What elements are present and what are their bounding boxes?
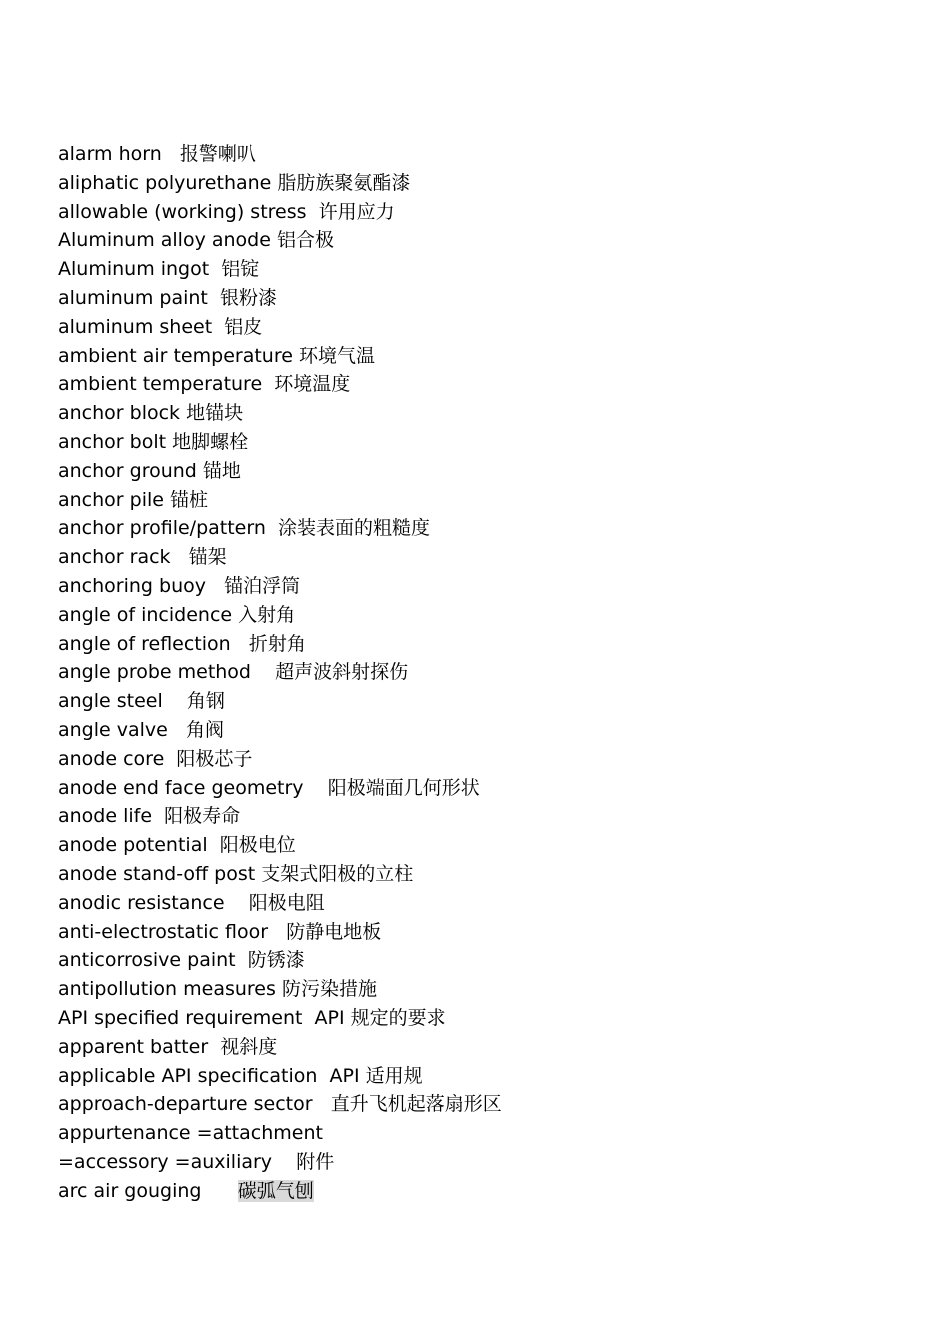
glossary-entry bbox=[58, 486, 502, 515]
entry-translation: 阳极电阻 bbox=[248, 891, 325, 914]
entry-translation: 超声波斜射探伤 bbox=[275, 661, 409, 684]
entry-term: anodic resistance bbox=[58, 891, 249, 914]
entry-translation: 折射角 bbox=[248, 632, 306, 655]
glossary-entry bbox=[58, 1119, 502, 1148]
glossary-entry bbox=[58, 745, 502, 774]
entry-term: =accessory =auxiliary bbox=[58, 1150, 297, 1173]
glossary-entry bbox=[58, 658, 502, 687]
entry-term: anchor block bbox=[58, 402, 187, 425]
entry-term: anchor pile bbox=[58, 488, 170, 511]
entry-term: angle probe method bbox=[58, 661, 276, 684]
entry-translation: 视斜度 bbox=[220, 1035, 278, 1058]
entry-translation: 阳极芯子 bbox=[176, 747, 253, 770]
entry-term: ambient temperature bbox=[58, 373, 275, 396]
glossary-entry bbox=[58, 284, 502, 313]
entry-term: anchoring buoy bbox=[58, 574, 225, 597]
entry-term: appurtenance =attachment bbox=[58, 1122, 323, 1145]
glossary-entry bbox=[58, 198, 502, 227]
entry-translation: API 适用规 bbox=[329, 1064, 423, 1087]
glossary-entry bbox=[58, 140, 502, 169]
entry-term: aluminum sheet bbox=[58, 315, 225, 338]
glossary-entry bbox=[58, 889, 502, 918]
glossary-entry bbox=[58, 1177, 502, 1206]
entry-translation: 阳极寿命 bbox=[164, 805, 241, 828]
entry-translation: 锚泊浮筒 bbox=[224, 574, 301, 597]
entry-term: angle steel bbox=[58, 690, 187, 713]
glossary-entry bbox=[58, 255, 502, 284]
entry-term: approach-departure sector bbox=[58, 1093, 331, 1116]
glossary-entry bbox=[58, 313, 502, 342]
entry-translation: 防锈漆 bbox=[247, 949, 305, 972]
entry-translation: 铝合极 bbox=[276, 229, 334, 252]
glossary-entry bbox=[58, 457, 502, 486]
glossary-entry bbox=[58, 370, 502, 399]
glossary-entry bbox=[58, 802, 502, 831]
entry-term: angle valve bbox=[58, 718, 186, 741]
entry-translation: 锚架 bbox=[188, 546, 227, 569]
entry-translation: 附件 bbox=[296, 1150, 335, 1173]
entry-translation: 许用应力 bbox=[318, 200, 395, 223]
entry-term: anode potential bbox=[58, 834, 220, 857]
glossary-entry bbox=[58, 572, 502, 601]
entry-translation: 防静电地板 bbox=[286, 920, 382, 943]
entry-translation: 阳极端面几何形状 bbox=[327, 776, 480, 799]
glossary-entry bbox=[58, 860, 502, 889]
glossary-entry bbox=[58, 1090, 502, 1119]
glossary-entry bbox=[58, 399, 502, 428]
glossary-entry bbox=[58, 226, 502, 255]
entry-term: aluminum paint bbox=[58, 286, 220, 309]
entry-translation: 地锚块 bbox=[186, 402, 244, 425]
entry-translation: 铝皮 bbox=[224, 315, 263, 338]
entry-translation: API 规定的要求 bbox=[314, 1006, 446, 1029]
entry-term: antipollution measures bbox=[58, 978, 282, 1001]
entry-term: anticorrosive paint bbox=[58, 949, 248, 972]
entry-translation: 地脚螺栓 bbox=[172, 430, 249, 453]
entry-translation: 环境温度 bbox=[274, 373, 351, 396]
entry-term: allowable (working) stress bbox=[58, 200, 319, 223]
entry-term: anode core bbox=[58, 747, 177, 770]
glossary-entry bbox=[58, 1148, 502, 1177]
glossary-entry bbox=[58, 975, 502, 1004]
glossary-entry bbox=[58, 514, 502, 543]
entry-translation: 直升飞机起落扇形区 bbox=[330, 1093, 502, 1116]
glossary-entry bbox=[58, 1062, 502, 1091]
entry-term: apparent batter bbox=[58, 1035, 221, 1058]
entry-term: anchor bolt bbox=[58, 430, 173, 453]
entry-term: ambient air temperature bbox=[58, 344, 299, 367]
entry-translation: 环境气温 bbox=[298, 344, 375, 367]
entry-term: applicable API specification bbox=[58, 1064, 330, 1087]
entry-translation: 锚桩 bbox=[170, 488, 209, 511]
entry-term: arc air gouging bbox=[58, 1179, 238, 1202]
entry-term: alarm horn bbox=[58, 143, 180, 165]
glossary-entry bbox=[58, 543, 502, 572]
glossary-entry bbox=[58, 428, 502, 457]
glossary-entry bbox=[58, 774, 502, 803]
entry-term: anchor profile/pattern bbox=[58, 517, 278, 540]
glossary-entry bbox=[58, 630, 502, 659]
glossary-entry bbox=[58, 716, 502, 745]
glossary-list bbox=[58, 140, 502, 1205]
entry-translation: 报警喇叭 bbox=[179, 143, 256, 165]
glossary-entry bbox=[58, 918, 502, 947]
entry-term: aliphatic polyurethane bbox=[58, 171, 278, 194]
glossary-entry bbox=[58, 687, 502, 716]
glossary-entry bbox=[58, 342, 502, 371]
glossary-entry bbox=[58, 601, 502, 630]
glossary-entry bbox=[58, 1004, 502, 1033]
entry-term: anode end face geometry bbox=[58, 776, 328, 799]
entry-term: anode stand-off post bbox=[58, 862, 262, 885]
entry-term: anti-electrostatic floor bbox=[58, 920, 287, 943]
entry-translation: 角阀 bbox=[185, 718, 224, 741]
entry-term: angle of reflection bbox=[58, 632, 249, 655]
glossary-entry bbox=[58, 1033, 502, 1062]
entry-term: Aluminum alloy anode bbox=[58, 229, 277, 252]
glossary-entry bbox=[58, 831, 502, 860]
glossary-entry bbox=[58, 946, 502, 975]
entry-translation: 阳极电位 bbox=[219, 834, 296, 857]
entry-term: angle of incidence bbox=[58, 603, 239, 626]
entry-translation: 脂肪族聚氨酯漆 bbox=[277, 171, 411, 194]
entry-translation: 支架式阳极的立柱 bbox=[261, 862, 414, 885]
entry-term: anchor ground bbox=[58, 459, 203, 482]
entry-translation: 防污染措施 bbox=[281, 978, 377, 1001]
glossary-entry bbox=[58, 169, 502, 198]
entry-term: API specified requirement bbox=[58, 1006, 315, 1029]
entry-term: anchor rack bbox=[58, 546, 189, 569]
entry-translation: 铝锭 bbox=[221, 258, 260, 281]
entry-translation: 锚地 bbox=[202, 459, 241, 482]
entry-term: anode life bbox=[58, 805, 165, 828]
entry-translation: 银粉漆 bbox=[219, 286, 277, 309]
entry-translation: 入射角 bbox=[238, 603, 296, 626]
entry-translation: 角钢 bbox=[186, 690, 225, 713]
entry-translation-highlighted: 碳弧气刨 bbox=[237, 1179, 314, 1202]
entry-term: Aluminum ingot bbox=[58, 258, 222, 281]
entry-translation: 涂装表面的粗糙度 bbox=[277, 517, 430, 540]
